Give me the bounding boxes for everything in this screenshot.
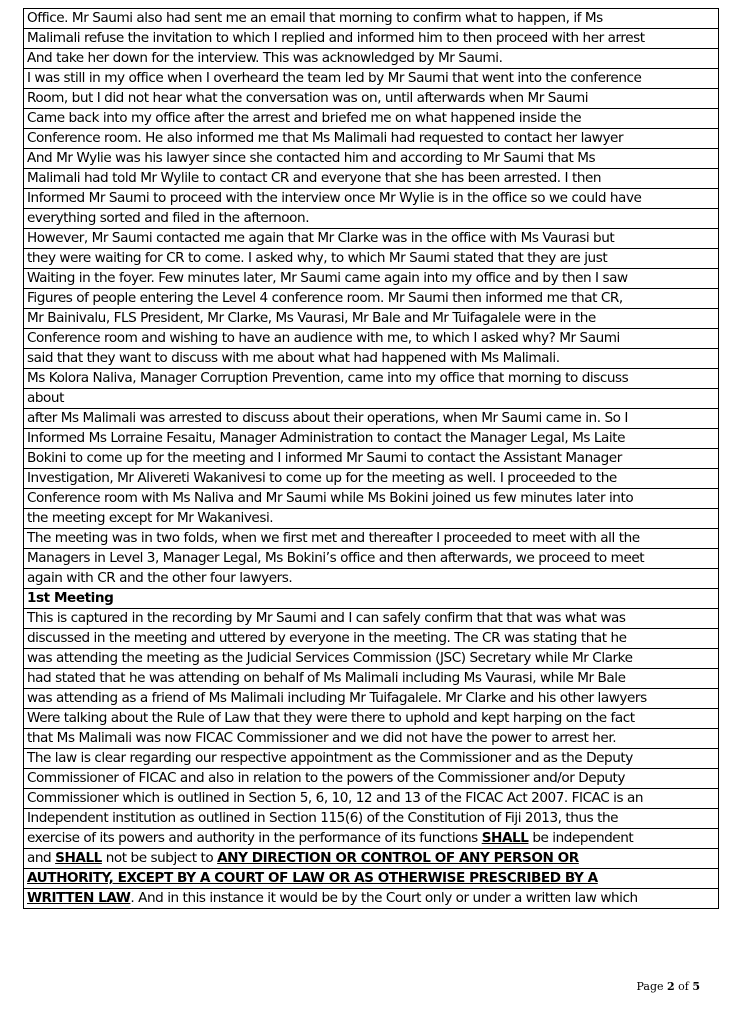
text-row: Were talking about the Rule of Law that they were there to uphold and kept harping on the fact <box>24 709 718 729</box>
text-row: Informed Ms Lorraine Fesaitu, Manager Administration to contact the Manager Legal, Ms Laite <box>24 429 718 449</box>
text-row: The meeting was in two folds, when we first met and thereafter I proceeded to meet with all the <box>24 529 718 549</box>
text-row: Bokini to come up for the meeting and I informed Mr Saumi to contact the Assistant Manager <box>24 449 718 469</box>
document-table <box>23 8 719 909</box>
text-row: that Ms Malimali was now FICAC Commissioner and we did not have the power to arrest her. <box>24 729 718 749</box>
text-row: Figures of people entering the Level 4 conference room. Mr Saumi then informed me that CR, <box>24 289 718 309</box>
text-row <box>24 849 718 869</box>
text-row: Came back into my office after the arrest and briefed me on what happened inside the <box>24 109 718 129</box>
text-row: Office. Mr Saumi also had sent me an email that morning to confirm what to happen, if Ms <box>24 9 718 29</box>
text-row: after Ms Malimali was arrested to discuss about their operations, when Mr Saumi came in. So I <box>24 409 718 429</box>
text-row: Mr Bainivalu, FLS President, Mr Clarke, Ms Vaurasi, Mr Bale and Mr Tuifagalele were in the <box>24 309 718 329</box>
emphasis-shall: SHALL <box>481 830 529 846</box>
text-row: everything sorted and filed in the afternoon. <box>24 209 718 229</box>
text-row: Investigation, Mr Alivereti Wakanivesi to come up for the meeting as well. I proceeded to the <box>24 469 718 489</box>
text-segment: and <box>27 850 56 866</box>
text-row: And Mr Wylie was his lawyer since she contacted him and according to Mr Saumi that Ms <box>24 149 718 169</box>
text-row: Commissioner which is outlined in Section 5, 6, 10, 12 and 13 of the FICAC Act 2007. FICAC is an <box>24 789 718 809</box>
emphasis-clause: ANY DIRECTION OR CONTROL OF ANY PERSON OR <box>217 850 579 866</box>
text-row: was attending as a friend of Ms Malimali including Mr Tuifagalele. Mr Clarke and his other lawyers <box>24 689 718 709</box>
section-heading-1st-meeting: 1st Meeting <box>24 589 718 609</box>
text-row: the meeting except for Mr Wakanivesi. <box>24 509 718 529</box>
current-page: 2 <box>667 980 675 993</box>
text-row: they were waiting for CR to come. I asked why, to which Mr Saumi stated that they are just <box>24 249 718 269</box>
emphasis-written-law: WRITTEN LAW <box>27 890 131 906</box>
text-row: was attending the meeting as the Judicial Services Commission (JSC) Secretary while Mr Clarke <box>24 649 718 669</box>
text-row: Ms Kolora Naliva, Manager Corruption Prevention, came into my office that morning to discuss <box>24 369 718 389</box>
text-row <box>24 869 718 889</box>
text-row <box>24 889 718 908</box>
text-row: Independent institution as outlined in Section 115(6) of the Constitution of Fiji 2013, thus the <box>24 809 718 829</box>
text-row: Conference room with Ms Naliva and Mr Saumi while Ms Bokini joined us few minutes later into <box>24 489 718 509</box>
text-row: Malimali had told Mr Wylile to contact CR and everyone that she has been arrested. I then <box>24 169 718 189</box>
text-row: Waiting in the foyer. Few minutes later, Mr Saumi came again into my office and by then I saw <box>24 269 718 289</box>
page-number <box>636 980 700 993</box>
text-segment: not be subject to <box>101 850 218 866</box>
text-segment: be independent <box>528 830 634 846</box>
text-segment: . And in this instance it would be by the Court only or under a written law which <box>130 890 638 906</box>
text-row: Conference room. He also informed me that Ms Malimali had requested to contact her lawyer <box>24 129 718 149</box>
emphasis-shall: SHALL <box>55 850 102 866</box>
text-row: Conference room and wishing to have an audience with me, to which I asked why? Mr Saumi <box>24 329 718 349</box>
text-row: And take her down for the interview. This was acknowledged by Mr Saumi. <box>24 49 718 69</box>
text-row <box>24 829 718 849</box>
emphasis-clause: AUTHORITY, EXCEPT BY A COURT OF LAW OR AS OTHERWISE PRESCRIBED BY A <box>27 870 598 886</box>
text-row: Commissioner of FICAC and also in relation to the powers of the Commissioner and/or Deputy <box>24 769 718 789</box>
text-row: said that they want to discuss with me about what had happened with Ms Malimali. <box>24 349 718 369</box>
text-row: had stated that he was attending on behalf of Ms Malimali including Ms Vaurasi, while Mr Bale <box>24 669 718 689</box>
text-row: about <box>24 389 718 409</box>
text-row: Malimali refuse the invitation to which I replied and informed him to then proceed with her arrest <box>24 29 718 49</box>
text-row: This is captured in the recording by Mr Saumi and I can safely confirm that that was what was <box>24 609 718 629</box>
text-row: Informed Mr Saumi to proceed with the interview once Mr Wylie is in the office so we could have <box>24 189 718 209</box>
text-row: Managers in Level 3, Manager Legal, Ms Bokini’s office and then afterwards, we proceed to meet <box>24 549 718 569</box>
text-row: I was still in my office when I overheard the team led by Mr Saumi that went into the conference <box>24 69 718 89</box>
text-row: again with CR and the other four lawyers. <box>24 569 718 589</box>
text-row: However, Mr Saumi contacted me again that Mr Clarke was in the office with Ms Vaurasi but <box>24 229 718 249</box>
text-segment: exercise of its powers and authority in the performance of its functions <box>27 830 482 846</box>
page-label: Page <box>636 980 667 993</box>
text-row: Room, but I did not hear what the conversation was on, until afterwards when Mr Saumi <box>24 89 718 109</box>
total-pages: 5 <box>692 980 700 993</box>
page-of: of <box>674 980 693 993</box>
text-row: The law is clear regarding our respective appointment as the Commissioner and as the Deputy <box>24 749 718 769</box>
text-row: discussed in the meeting and uttered by everyone in the meeting. The CR was stating that he <box>24 629 718 649</box>
